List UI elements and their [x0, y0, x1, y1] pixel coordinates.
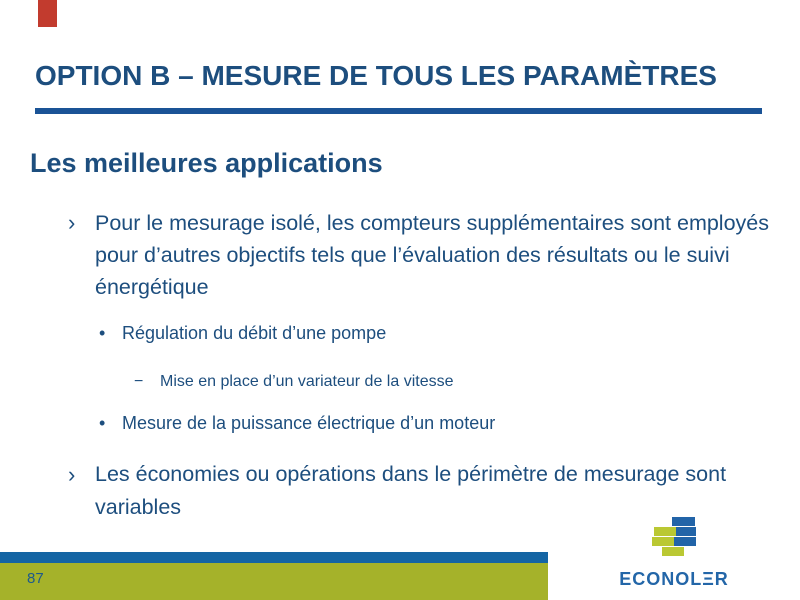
dash-bullet-icon: − [134, 373, 144, 390]
corner-accent-tab [38, 0, 57, 27]
bullet-item-2 [99, 320, 742, 346]
chevron-bullet-icon: › [68, 462, 76, 487]
bullet-item-3 [134, 370, 720, 394]
dot-bullet-icon: • [99, 323, 106, 343]
bullet-item-4 [99, 410, 742, 436]
bullet-text: Régulation du débit d’une pompe [122, 323, 387, 343]
bullet-text: Pour le mesurage isolé, les compteurs supplémentaires sont employés pour d’autres objectifs tels que l’évaluation des résultats ou le suivi énergétique [95, 211, 769, 299]
footer-blue-stripe [0, 552, 548, 563]
title-underline [35, 108, 762, 114]
econoler-logo-icon [650, 515, 698, 562]
bullet-text: Les économies ou opérations dans le périmètre de mesurage sont variables [95, 462, 727, 519]
section-heading: Les meilleures applications [30, 148, 383, 178]
bullet-text: Mesure de la puissance électrique d’un moteur [122, 413, 496, 433]
bullet-item-5 [68, 458, 750, 524]
chevron-bullet-icon: › [68, 210, 76, 235]
slide-title: OPTION B – MESURE DE TOUS LES PARAMÈTRES [35, 60, 717, 91]
bullet-item-1 [68, 207, 775, 303]
page-number: 87 [27, 570, 44, 587]
dot-bullet-icon: • [99, 413, 106, 433]
econoler-logo-wordmark: ECONOLΞR [619, 569, 729, 589]
footer-green-bar [0, 563, 548, 600]
bullet-text: Mise en place d’un variateur de la vitesse [160, 373, 454, 390]
